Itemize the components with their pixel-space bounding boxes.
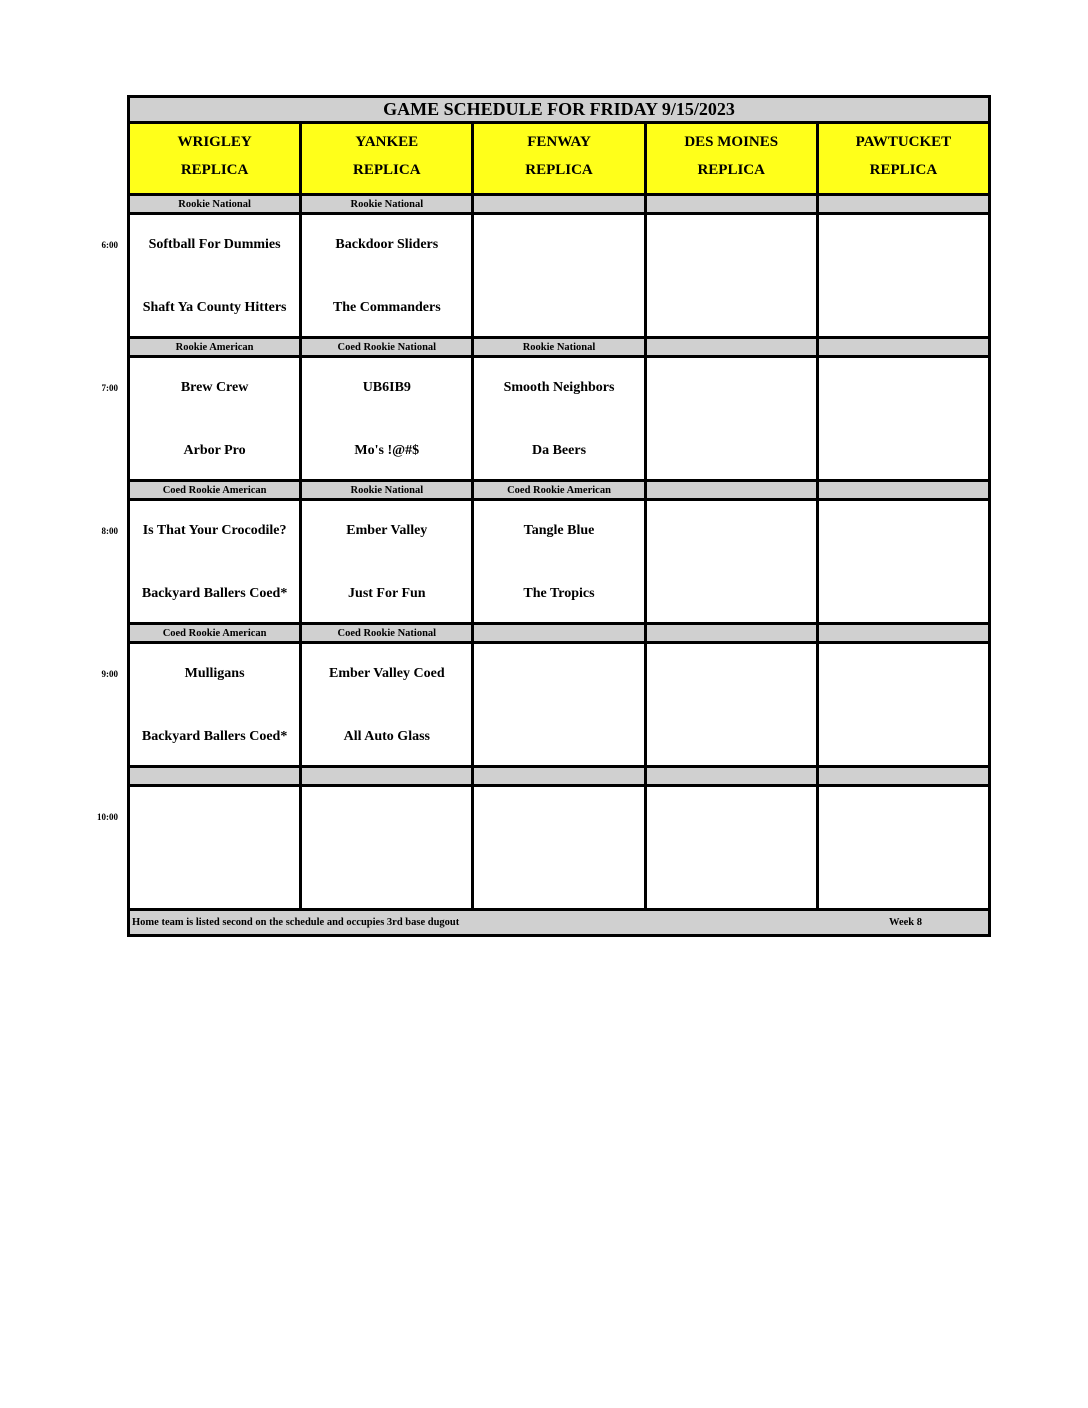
game-row-6 [130,215,988,339]
field-header-pawtucket [819,124,988,193]
division-label [819,339,988,355]
time-label-6: 6:00 [101,240,118,250]
division-row-8 [130,482,988,501]
game-cell [474,787,646,908]
division-label [647,482,819,498]
game-cell [302,644,474,765]
field-subtitle: REPLICA [353,162,421,178]
division-label [647,768,819,784]
game-cell [130,787,302,908]
division-label [474,196,646,212]
field-header-wrigley [130,124,302,193]
division-label [819,768,988,784]
time-label-9: 9:00 [101,669,118,679]
division-label [819,196,988,212]
home-team: Arbor Pro [183,443,246,458]
game-row-7 [130,358,988,482]
division-label [819,625,988,641]
game-cell [130,358,302,479]
division-label [647,339,819,355]
field-subtitle: REPLICA [697,162,765,178]
home-team: Backyard Ballers Coed* [141,586,288,601]
game-cell [474,501,646,622]
division-label: Coed Rookie National [302,625,474,641]
field-name: FENWAY [527,134,591,150]
game-cell [130,215,302,336]
field-header-yankee [302,124,474,193]
away-team: Mulligans [184,666,245,681]
division-label: Coed Rookie American [130,482,302,498]
away-team: Brew Crew [180,380,249,395]
game-cell [302,787,474,908]
time-label-8: 8:00 [101,526,118,536]
division-label [474,625,646,641]
home-team: Backyard Ballers Coed* [141,729,288,744]
field-name: DES MOINES [684,134,779,150]
game-cell [474,644,646,765]
division-row-10 [130,768,988,787]
division-row-7 [130,339,988,358]
game-cell [819,501,988,622]
away-team: Ember Valley Coed [328,666,445,681]
field-subtitle: REPLICA [525,162,593,178]
field-header-row [130,124,988,196]
division-label [647,625,819,641]
game-row-8 [130,501,988,625]
field-subtitle: REPLICA [869,162,938,178]
away-team: Tangle Blue [523,523,595,538]
game-cell [302,358,474,479]
away-team: Smooth Neighbors [503,380,615,395]
home-team: Mo's !@#$ [354,443,420,458]
field-name: WRIGLEY [177,134,252,150]
division-label [130,768,302,784]
time-label-7: 7:00 [101,383,118,393]
game-row-10 [130,787,988,911]
home-team: The Commanders [332,300,441,315]
division-label [302,768,474,784]
game-cell [647,215,819,336]
field-header-des-moines [647,124,819,193]
home-team: The Tropics [523,586,595,601]
division-label: Coed Rookie American [130,625,302,641]
division-label: Rookie American [130,339,302,355]
division-label: Coed Rookie National [302,339,474,355]
time-label-10: 10:00 [97,812,118,822]
game-cell [647,358,819,479]
field-name: PAWTUCKET [855,134,952,150]
away-team: Ember Valley [346,523,428,538]
division-label [647,196,819,212]
game-cell [819,215,988,336]
home-team: All Auto Glass [343,729,430,744]
game-cell [819,787,988,908]
field-subtitle: REPLICA [180,162,249,178]
division-label [819,482,988,498]
division-label: Rookie National [302,482,474,498]
away-team: Is That Your Crocodile? [142,523,287,538]
game-cell [819,358,988,479]
home-team: Just For Fun [348,586,426,601]
division-label: Rookie National [302,196,474,212]
game-cell [647,644,819,765]
game-cell [647,501,819,622]
game-row-9 [130,644,988,768]
division-row-9 [130,625,988,644]
field-header-fenway [474,124,646,193]
division-label: Coed Rookie American [474,482,646,498]
away-team: Backdoor Sliders [335,237,439,252]
game-cell [130,644,302,765]
game-cell [819,644,988,765]
away-team: UB6IB9 [362,380,411,395]
week-label: Week 8 [889,917,922,928]
game-cell [302,215,474,336]
game-cell [302,501,474,622]
away-team: Softball For Dummies [148,237,281,252]
game-cell [474,358,646,479]
home-team: Shaft Ya County Hitters [142,300,287,315]
field-name: YANKEE [355,134,419,150]
game-cell [130,501,302,622]
division-label: Rookie National [130,196,302,212]
home-team-note: Home team is listed second on the schedule and occupies 3rd base dugout [132,917,460,928]
schedule-title: GAME SCHEDULE FOR FRIDAY 9/15/2023 [130,98,988,124]
game-cell [474,215,646,336]
home-team: Da Beers [531,443,587,458]
division-label: Rookie National [474,339,646,355]
schedule-table [127,95,991,937]
schedule-footer [130,911,988,934]
division-row-6 [130,196,988,215]
division-label [474,768,646,784]
game-cell [647,787,819,908]
